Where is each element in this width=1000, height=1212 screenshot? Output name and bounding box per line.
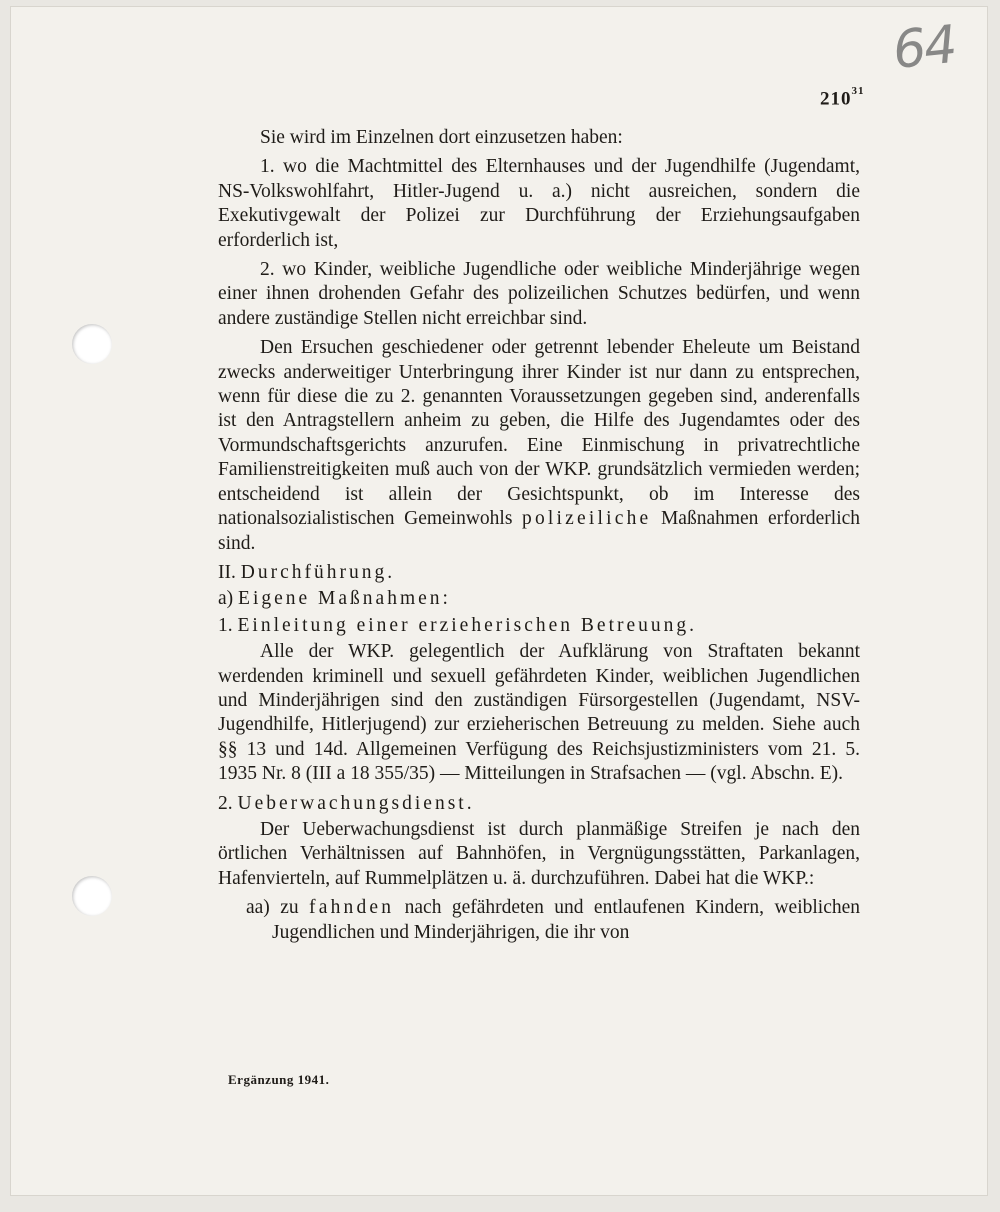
section-heading: II. Durchführung. — [218, 561, 396, 583]
punch-hole — [72, 324, 112, 364]
paragraph-care: Alle der WKP. gelegentlich der Aufklärung von Straftaten bekannt werdenden kriminell und sexuell gefährdeten Kinder, weiblichen Jugendlichen und Minderjährigen sind den zuständigen Fürsorgestellen (Jugendamt, NSV-Jugendhilfe, Hitlerjugend) zur erzieherischen Betreuung zu melden. Siehe auch §§ 13 und 14d. Allgemeinen Verfügung des Reichsjustizministers vom 21. 5. 1935 Nr. 8 (III a 18 355/35) — Mitteilungen in Strafsachen — (vgl. Abschn. E). — [218, 641, 860, 785]
paragraph-point-2: 2. wo Kinder, weibliche Jugendliche oder weibliche Minderjährige wegen einer ihnen drohenden Gefahr des polizeilichen Schutzes bedürfen, und wenn andere zuständige Stellen nicht erreichbar sind. — [218, 259, 860, 329]
handwritten-page-number: 64 — [890, 14, 959, 82]
item-heading-1: 1. Einleitung einer erzieherischen Betreuung. — [218, 614, 698, 636]
punch-hole — [72, 876, 112, 916]
page-number: $210^{31}$ — [820, 85, 865, 110]
paragraph-surveillance: Der Ueberwachungsdienst ist durch planmäßige Streifen je nach den örtlichen Verhältnissen auf Bahnhöfen, in Vergnügungsstätten, Parkanlagen, Hafenvierteln, auf Rummelplätzen u. ä. durchzuführen. Dabei hat die WKP.: — [218, 818, 860, 889]
emphasis-text: polizeiliche — [522, 508, 652, 530]
paragraph-aa: aa) zu fahnden nach gefährdeten und entlaufenen Kindern, weiblichen Jugendlichen und Minderjährigen, die ihr von — [246, 897, 861, 943]
paragraph-intro: Sie wird im Einzelnen dort einzusetzen haben: — [260, 127, 623, 148]
paragraph-spouses: Den Ersuchen geschiedener oder getrennt lebender Eheleute um Beistand zwecks anderweitiger Unterbringung ihrer Kinder ist nur dann zu entsprechen, wenn für diese die zu 2. genannten Voraussetzungen gegeben sind, anderenfalls ist den Antragstellern anheim zu geben, die Hilfe des Jugendamtes oder des Vormundschaftsgerichts anzurufen. Eine Einmischung in privatrechtliche Familienstreitigkeiten muß auch von der WKP. grundsätzlich vermieden werden; entscheidend ist allein der Gesichtspunkt, ob im Interesse des nationalsozialistischen Gemeinwohls polizeiliche Maßnahmen erforderlich sind. — [218, 337, 861, 554]
footer-note: Ergänzung 1941. — [228, 1072, 330, 1087]
paragraph-point-1: 1. wo die Machtmittel des Elternhauses und der Jugendhilfe (Jugendamt, NS-Volkswohlfahrt, Hitler-Jugend u. a.) nicht ausreichen, sondern die Exekutivgewalt der Polizei zur Durchführung der Erziehungsaufgaben erforderlich ist, — [218, 156, 860, 251]
document-body — [218, 126, 860, 950]
item-heading-2: 2. Ueberwachungsdienst. — [218, 792, 475, 814]
subsection-heading: a) Eigene Maßnahmen: — [218, 588, 451, 610]
